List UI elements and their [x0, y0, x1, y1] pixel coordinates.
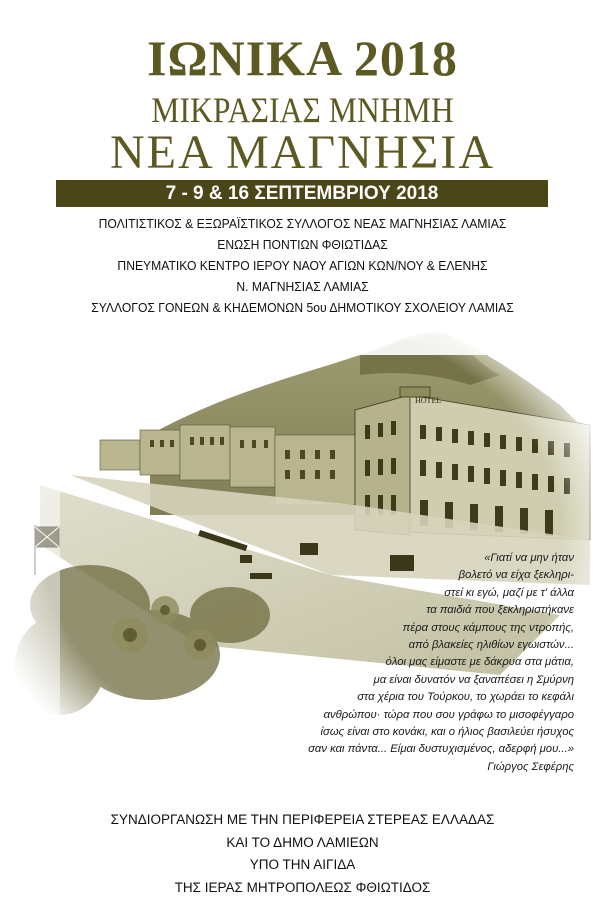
quote-line: «Γιατί να μην ήταν: [484, 552, 574, 564]
quote-line: από βλακείες ηλιθίων εγωιστών...: [408, 639, 574, 652]
organizer-line: Ν. ΜΑΓΝΗΣΙΑΣ ΛΑΜΙΑΣ: [236, 279, 369, 294]
organizer-line: ΕΝΩΣΗ ΠΟΝΤΙΩΝ ΦΘΙΩΤΙΔΑΣ: [217, 237, 388, 252]
poster-title: ΙΩΝΙΚΑ 2018: [147, 30, 458, 86]
quote-line: βολετό να είχα ξεκληρι-: [458, 569, 574, 582]
quote-line: στα χέρια του Τούρκου, το χωράει το κεφάλι: [357, 691, 574, 704]
seferis-quote: [244, 550, 574, 776]
footer-line: ΥΠΟ ΤΗΝ ΑΙΓΙΔΑ: [249, 857, 356, 872]
quote-line: μα είναι δυνατόν να ξαναπέσει η Σμύρνη: [373, 673, 574, 686]
organizer-line: ΠΟΛΙΤΙΣΤΙΚΟΣ & ΕΞΩΡΑΪΣΤΙΚΟΣ ΣΥΛΛΟΓΟΣ ΝΕΑΣ ΜΑΓΝΗΣΙΑΣ ΛΑΜΙΑΣ: [98, 216, 507, 231]
quote-line: πέρα στους κάμπους της ντροπής,: [402, 621, 574, 634]
quote-line: τα παιδιά που ξεκληριστήκανε: [426, 604, 574, 617]
quote-author: Γιώργος Σεφέρης: [487, 760, 574, 773]
footer-credits: [0, 809, 605, 899]
quote-line: ανθρώπου· τώρα που σου γράφω το μισοφέγγαρο: [323, 708, 574, 721]
organizer-line: ΠΝΕΥΜΑΤΙΚΟ ΚΕΝΤΡΟ ΙΕΡΟΥ ΝΑΟΥ ΑΓΙΩΝ ΚΩΝ/ΝΟΥ & ΕΛΕΝΗΣ: [117, 258, 488, 273]
organizer-line: ΣΥΛΛΟΓΟΣ ΓΟΝΕΩΝ & ΚΗΔΕΜΟΝΩΝ 5ου ΔΗΜΟΤΙΚΟΥ ΣΧΟΛΕΙΟΥ ΛΑΜΙΑΣ: [91, 300, 514, 315]
poster-location: ΝΕΑ ΜΑΓΝΗΣΙΑ: [109, 126, 495, 179]
quote-line: σαν και πάντα... Είμαι δυστυχισμένος, αδερφή μου...»: [308, 743, 574, 756]
footer-line: ΤΗΣ ΙΕΡΑΣ ΜΗΤΡΟΠΟΛΕΩΣ ΦΘΙΩΤΙΔΟΣ: [174, 879, 431, 895]
event-dates-banner: 7 - 9 & 16 ΣΕΠΤΕΜΒΡΙΟΥ 2018: [56, 180, 548, 207]
quote-line: στεί κι εγώ, μαζί με τ' άλλα: [444, 586, 574, 599]
quote-line: όλοι μας είμαστε με δάκρυα στα μάτια,: [385, 656, 574, 669]
organizers-list: [0, 213, 605, 318]
poster-subtitle: ΜΙΚΡΑΣΙΑΣ ΜΝΗΜΗ: [151, 90, 454, 130]
quote-line: ίσως είναι στο κονάκι, και ο ήλιος βασιλεύει ήσυχος: [320, 726, 574, 739]
footer-line: ΣΥΝΔΙΟΡΓΑΝΩΣΗ ΜΕ ΤΗΝ ΠΕΡΙΦΕΡΕΙΑ ΣΤΕΡΕΑΣ ΕΛΛΑΔΑΣ: [110, 812, 495, 827]
footer-line: ΚΑΙ ΤΟ ΔΗΜΟ ΛΑΜΙΕΩΝ: [226, 834, 379, 850]
